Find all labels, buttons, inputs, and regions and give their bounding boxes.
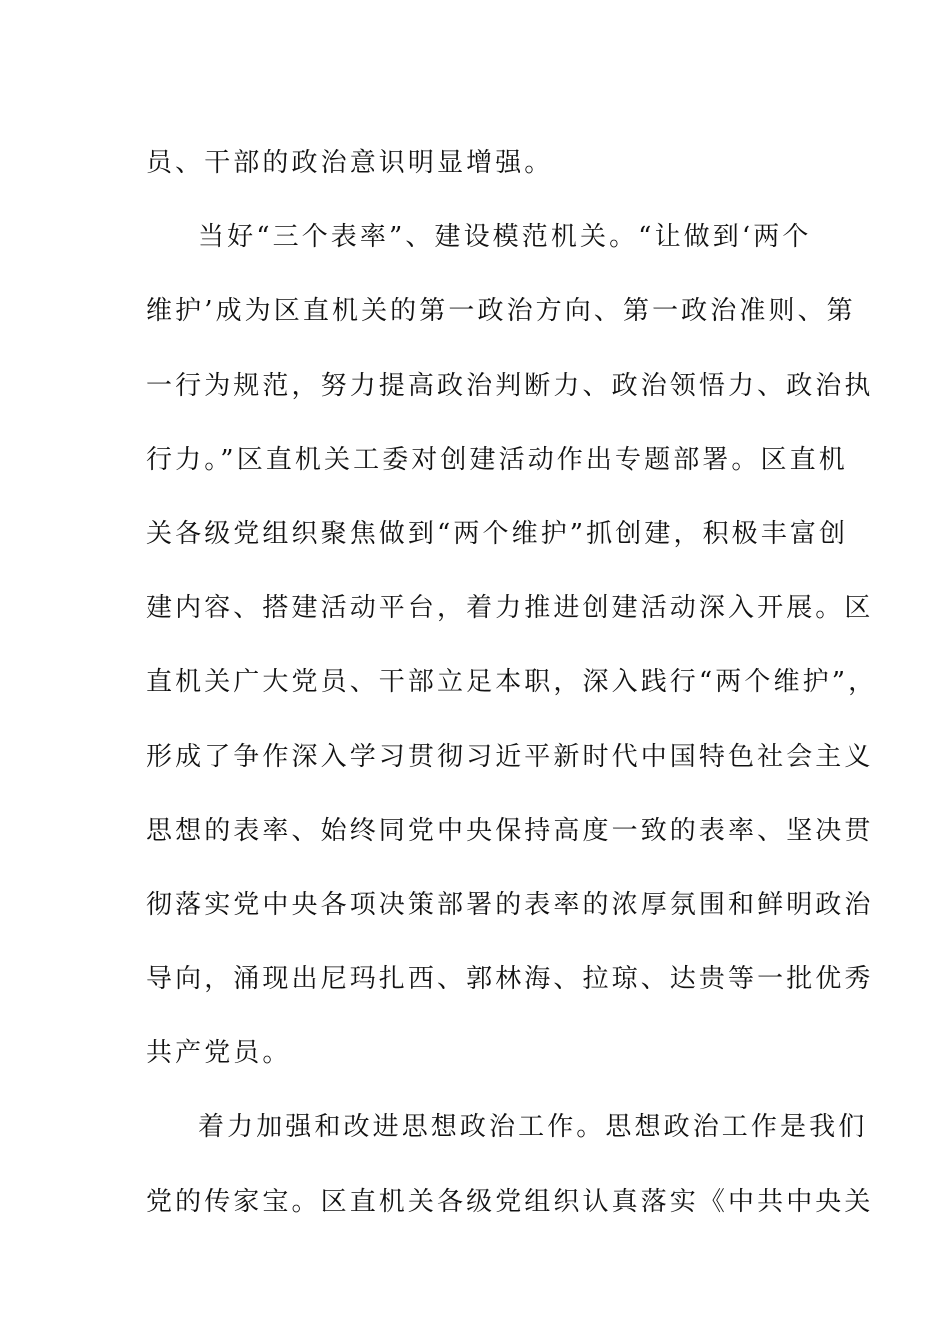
- text-line: 员、干部的政治意识明显增强。: [146, 148, 554, 178]
- text-line: 形成了争作深入学习贯彻习近平新时代中国特色社会主义: [146, 741, 874, 772]
- text-line: 建内容、搭建活动平台，着力推进创建活动深入开展。区: [146, 593, 874, 624]
- text-line: 直机关广大党员、干部立足本职，深入践行“两个维护”，: [146, 667, 878, 698]
- body-text: [146, 126, 878, 1239]
- text-line: 导向，涌现出尼玛扎西、郭林海、拉琼、达贵等一批优秀: [146, 964, 874, 995]
- text-line: 行力。”区直机关工委对创建活动作出专题部署。区直机: [146, 444, 848, 475]
- text-line: 思想的表率、始终同党中央保持高度一致的表率、坚决贯: [146, 815, 874, 846]
- text-line: 彻落实党中央各项决策部署的表率的浓厚氛围和鲜明政治: [146, 889, 874, 920]
- text-line: 共产党员。: [146, 1038, 292, 1069]
- text-line: 关各级党组织聚焦做到“两个维护”抓创建，积极丰富创: [146, 518, 849, 549]
- text-line: 维护’成为区直机关的第一政治方向、第一政治准则、第: [146, 296, 856, 327]
- text-line: 一行为规范，努力提高政治判断力、政治领悟力、政治执: [146, 370, 874, 401]
- paragraph-start-line: 当好“三个表率”、建设模范机关。“让做到‘两个: [198, 222, 812, 253]
- text-line: 党的传家宝。区直机关各级党组织认真落实《中共中央关: [146, 1186, 874, 1217]
- paragraph-start-line: 着力加强和改进思想政治工作。思想政治工作是我们: [198, 1112, 868, 1143]
